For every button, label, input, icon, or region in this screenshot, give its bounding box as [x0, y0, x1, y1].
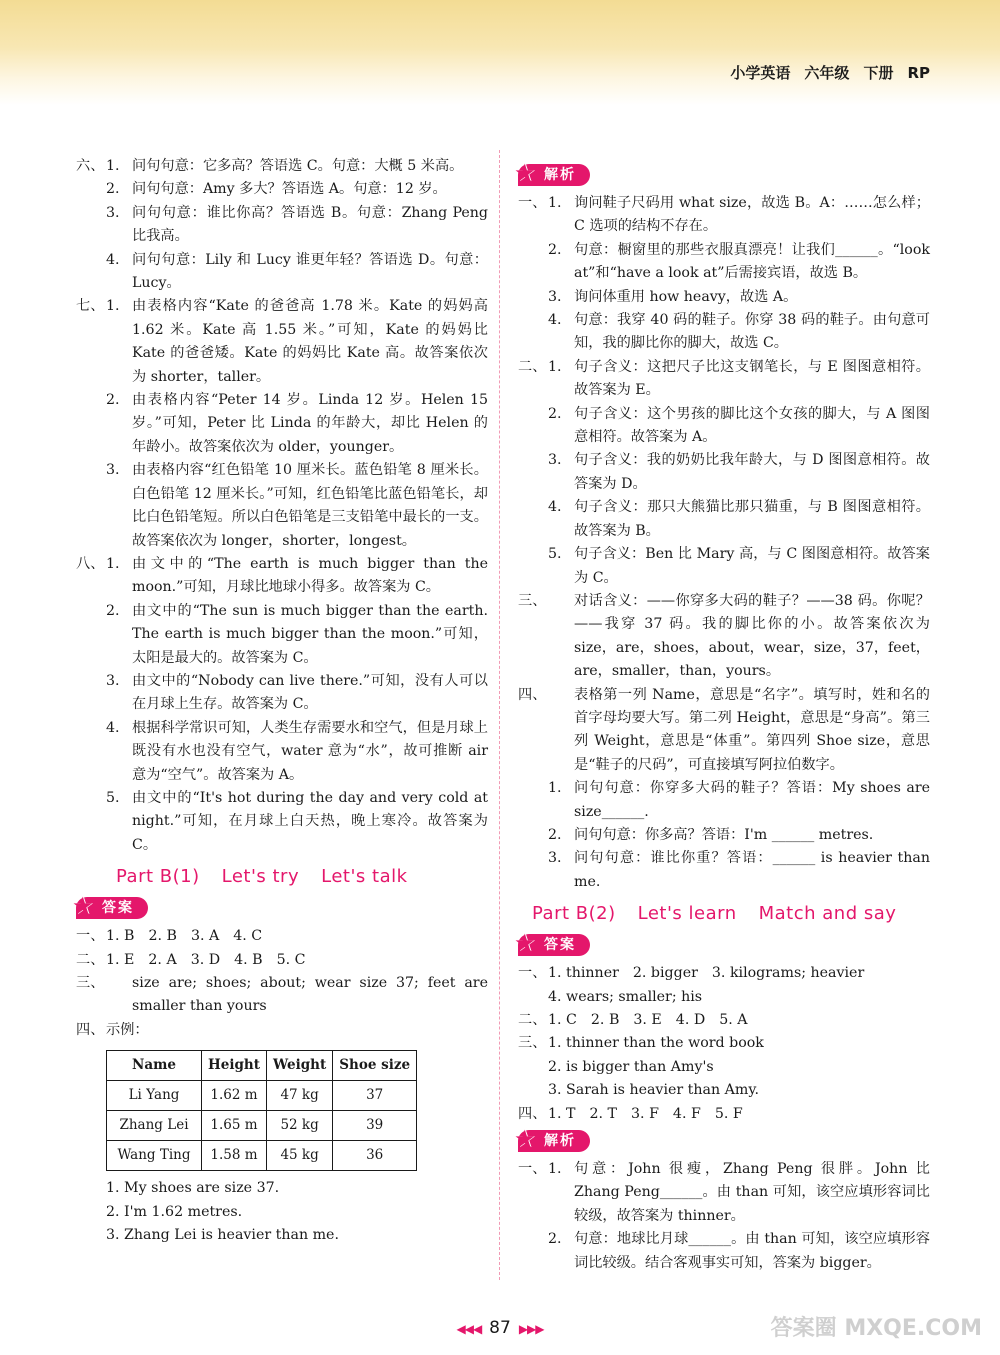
section-number: 四、	[518, 686, 547, 703]
explain-badge-2-label: 解析	[518, 1130, 590, 1152]
next-arrows-icon: ▶▶▶	[518, 1322, 544, 1336]
column-divider	[499, 150, 500, 1280]
b1-q3-sec: 三、	[76, 975, 105, 991]
explain-badge-label: 解析	[518, 164, 590, 186]
b1-sentences	[76, 1177, 488, 1247]
explanation-item	[76, 787, 488, 857]
item-number: 2.	[548, 826, 562, 843]
explanation-text: 由表格内容“红色铅笔 10 厘米长。蓝色铅笔 8 厘米长。白色铅笔 12 厘米长。”可知，红色铅笔比蓝色铅笔长，却比白色铅笔短。所以白色铅笔是三支铅笔中最长的一支。故答案依次为 longer，shorter，longest。	[132, 462, 488, 549]
item-number: 2.	[548, 405, 562, 422]
explanation-text: 问句句意：Amy 多大？答语选 A。句意：12 岁。	[132, 181, 447, 198]
b1-q3-text: size are; shoes; about; wear size 37; feet are smaller than yours	[132, 975, 488, 1015]
explanation-text: 句意：橱窗里的那些衣服真漂亮！让我们______。“look at”和“have a look at”后需接宾语，故选 B。	[574, 241, 930, 282]
item-number: 1.	[106, 158, 120, 174]
section-number: 三、	[518, 592, 547, 609]
explanation-item	[518, 239, 930, 286]
explanation-text: 询问体重用 how heavy，故选 A。	[574, 288, 798, 305]
explanation-text: 句子含义：这个男孩的脚比这个女孩的脚大，与 A 图图意相符。故答案为 A。	[574, 405, 930, 446]
answer-item: 1. C	[548, 1012, 577, 1028]
explanation-text: 问句句意：你多高？答语：I'm ______ metres.	[574, 826, 874, 843]
item-number: 2.	[106, 181, 120, 198]
table-header-cell: Shoe size	[333, 1051, 417, 1081]
part-b2-title	[532, 900, 930, 928]
explain-badge-2	[514, 1125, 590, 1154]
explanation-item	[518, 1228, 930, 1275]
prev-arrows-icon: ◀◀◀	[456, 1322, 482, 1336]
explanation-text: 由文中的“It's hot during the day and very cold at night.”可知，在月球上白天热，晚上寒冷。故答案为 C。	[132, 789, 488, 853]
answer-line	[518, 986, 930, 1009]
left-explanations	[76, 155, 488, 857]
explanation-text: 句子含义：Ben 比 Mary 高，与 C 图图意相符。故答案为 C。	[574, 546, 930, 586]
answer-line	[76, 949, 488, 972]
item-number: 3.	[548, 850, 562, 867]
answer-line	[518, 1103, 930, 1126]
table-cell: Zhang Lei	[107, 1111, 202, 1141]
section-number: 二、	[518, 1012, 547, 1028]
answer-item: 2. T	[589, 1105, 618, 1122]
b1-answer-lines	[76, 925, 488, 972]
answer-item: 4. F	[672, 1105, 701, 1122]
b2-explanations	[518, 1158, 930, 1275]
section-number: 八、	[76, 555, 105, 572]
table-cell: Wang Ting	[107, 1141, 202, 1171]
section-number: 一、	[518, 195, 547, 211]
explanation-item	[76, 178, 488, 201]
star-icon: ★	[514, 929, 536, 958]
section-number: 二、	[518, 358, 547, 375]
section-number: 一、	[518, 965, 547, 982]
table-cell: 1.62 m	[202, 1081, 267, 1111]
explanation-text: 由表格内容“Peter 14 岁。Linda 12 岁。Helen 15 岁。”可知，Peter 比 Linda 的年龄大，却比 Helen 的年龄小。故答案依次为 older，younger。	[132, 392, 488, 455]
b1-q3	[76, 972, 488, 1019]
explanation-text: 句子含义：那只大熊猫比那只猫重，与 B 图图意相符。故答案为 B。	[574, 499, 930, 539]
explanation-item	[76, 295, 488, 389]
item-number: 2.	[548, 241, 562, 258]
answer-item: 1. B	[106, 928, 135, 945]
table-cell: 36	[333, 1141, 417, 1171]
table-row	[107, 1081, 417, 1111]
explanation-text: 根据科学常识可知，人类生存需要水和空气，但是月球上既没有水也没有空气，water 意为“水”，故可推断 air 意为“空气”。故答案为 A。	[132, 719, 488, 783]
explanation-text: 询问鞋子尺码用 what size，故选 B。A：……怎么样；C 选项的结构不存在。	[574, 195, 930, 235]
explanation-text: 问句句意：Lily 和 Lucy 谁更年轻？答语选 D。句意：Lucy。	[132, 251, 488, 292]
b1-q4	[76, 1019, 488, 1042]
header-info	[730, 62, 930, 83]
answer-item: 1. E	[106, 951, 135, 968]
explanation-item	[76, 249, 488, 296]
item-number: 1.	[548, 358, 562, 375]
explanation-text: 由文中的“Nobody can live there.”可知，没有人可以在月球上生存。故答案为 C。	[132, 672, 488, 713]
explanation-item	[518, 824, 930, 847]
answer-item: 3. F	[631, 1105, 659, 1122]
explanation-item	[518, 1158, 930, 1228]
table-cell: 47 kg	[266, 1081, 332, 1111]
explanation-item	[518, 847, 930, 894]
answer-item: 3. D	[190, 951, 221, 968]
explanation-item	[76, 600, 488, 670]
section-number: 四、	[518, 1105, 547, 1122]
table-cell: 1.65 m	[202, 1111, 267, 1141]
table-cell: 39	[333, 1111, 417, 1141]
b1-q4-label: 示例：	[106, 1021, 149, 1038]
answer-line	[518, 1009, 930, 1032]
answer-item: 4. C	[233, 928, 263, 945]
answer-item: 4. B	[234, 951, 263, 968]
explanation-item	[76, 155, 488, 178]
explanation-text: 表格第一列 Name，意思是“名字”。填写时，姓和名的首字母均要大写。第二列 Height，意思是“身高”。第三列 Weight，意思是“体重”。第四列 Shoe size，意思是“鞋子的尺码”，可直接填写阿拉伯数字。	[574, 686, 930, 773]
part-b1-talk: Let's talk	[321, 866, 408, 888]
header-term: 下册	[863, 64, 894, 82]
part-b1-title	[116, 863, 488, 891]
star-icon: ★	[514, 1125, 536, 1154]
answer-badge	[72, 892, 148, 921]
answer-item: 5. C	[276, 951, 306, 968]
star-icon: ★	[72, 892, 94, 921]
answer-badge-2	[514, 929, 590, 958]
table-header-cell: Height	[202, 1051, 267, 1081]
part-b1-label: Part B(1)	[116, 866, 200, 888]
explanation-item	[518, 286, 930, 309]
explanation-item	[518, 403, 930, 450]
explanation-text: 句子含义：我的奶奶比我年龄大，与 D 图图意相符。故答案为 D。	[574, 452, 930, 492]
item-number: 5.	[548, 546, 562, 563]
table-cell: 45 kg	[266, 1141, 332, 1171]
item-number: 3.	[106, 672, 120, 689]
table-header-cell: Name	[107, 1051, 202, 1081]
explanation-text: 句意：地球比月球______。由 than 可知，该空应填形容词比较级。结合客观事实可知，答案为 bigger。	[574, 1231, 930, 1271]
item-number: 3.	[106, 204, 120, 221]
b1-q4-sec: 四、	[76, 1021, 105, 1038]
explanation-text: 问句句意：你穿多大码的鞋子？答语：My shoes are size______.	[574, 780, 930, 820]
answer-item: 4. wears; smaller; his	[548, 988, 703, 1005]
table-header-cell: Weight	[266, 1051, 332, 1081]
header-edition: RP	[907, 64, 930, 82]
item-number: 1.	[106, 555, 120, 572]
b2-answer-lines	[518, 962, 930, 1126]
header-subject: 小学英语	[730, 64, 791, 82]
item-number: 3.	[548, 452, 562, 469]
answer-line	[518, 1079, 930, 1102]
explanation-item	[76, 670, 488, 717]
watermark: 答案圈 MXQE.COM	[770, 1316, 982, 1341]
example-table	[106, 1050, 417, 1171]
table-cell: Li Yang	[107, 1081, 202, 1111]
answer-item: 1. thinner than the word book	[548, 1035, 764, 1052]
item-number: 4.	[106, 719, 120, 736]
item-number: 2.	[106, 392, 120, 409]
answer-item: 5. A	[719, 1012, 748, 1028]
explanation-item	[518, 449, 930, 496]
explanation-text: 问句句意：谁比你重？答语：______ is heavier than me.	[574, 850, 930, 890]
answer-line	[518, 1056, 930, 1079]
item-number: 1.	[548, 195, 562, 211]
item-number: 4.	[548, 312, 562, 329]
explanation-text: 由文中的“The earth is much bigger than the moon.”可知，月球比地球小得多。故答案为 C。	[132, 555, 488, 596]
explanation-item	[76, 389, 488, 459]
answer-item: 5. F	[714, 1105, 743, 1122]
explanation-text: 问句句意：它多高？答语选 C。句意：大概 5 米高。	[132, 158, 464, 174]
explanation-item	[518, 496, 930, 543]
header-band	[0, 0, 1000, 105]
explanation-item	[518, 684, 930, 778]
section-number: 七、	[76, 298, 105, 315]
explanation-item	[76, 717, 488, 787]
table-cell: 37	[333, 1081, 417, 1111]
answer-item: 3. Sarah is heavier than Amy.	[548, 1082, 759, 1099]
answer-badge-label: 答案	[76, 897, 148, 919]
part-b1-try: Let's try	[221, 866, 300, 888]
example-sentence: 2. I'm 1.62 metres.	[106, 1203, 243, 1220]
answer-line	[518, 1032, 930, 1055]
answer-item: 2. B	[148, 928, 177, 945]
section-number: 一、	[76, 928, 105, 945]
star-icon: ★	[514, 159, 536, 187]
item-number: 4.	[548, 499, 562, 516]
explanation-item	[76, 202, 488, 249]
answer-item: 2. A	[148, 951, 177, 968]
answer-item: 3. kilograms; heavier	[711, 965, 865, 982]
explanation-text: 句子含义：这把尺子比这支钢笔长，与 E 图图意相符。故答案为 E。	[574, 358, 930, 399]
answer-badge-2-label: 答案	[518, 934, 590, 956]
table-row	[107, 1141, 417, 1171]
right-explanations	[518, 192, 930, 894]
explanation-text: 句意：我穿 40 码的鞋子。你穿 38 码的鞋子。由句意可知，我的脚比你的脚大，故选 C。	[574, 312, 930, 352]
item-number: 5.	[106, 789, 120, 806]
item-number: 1.	[106, 298, 120, 315]
explanation-item	[518, 356, 930, 403]
right-column	[514, 159, 930, 1275]
example-sentence: 3. Zhang Lei is heavier than me.	[106, 1227, 339, 1244]
item-number: 4.	[106, 251, 120, 268]
explanation-text: 问句句意：谁比你高？答语选 B。句意：Zhang Peng 比我高。	[132, 204, 488, 245]
answer-item: 2. is bigger than Amy's	[548, 1058, 714, 1075]
explanation-text: 由表格内容“Kate 的爸爸高 1.78 米。Kate 的妈妈高 1.62 米。Kate 高 1.55 米。”可知，Kate 的妈妈比 Kate 的爸爸矮。Kate 的妈妈比 Kate 高。故答案依次为 shorter，taller。	[132, 298, 488, 385]
example-sentence: 1. My shoes are size 37.	[106, 1180, 280, 1197]
answer-item: 4. D	[675, 1012, 706, 1028]
item-number: 1.	[548, 1161, 562, 1178]
answer-line	[76, 925, 488, 948]
section-number: 一、	[518, 1161, 547, 1178]
item-number: 1.	[548, 780, 562, 797]
table-cell: 52 kg	[266, 1111, 332, 1141]
section-number: 二、	[76, 951, 105, 968]
table-cell: 1.58 m	[202, 1141, 267, 1171]
section-number: 三、	[518, 1035, 547, 1052]
table-body	[107, 1081, 417, 1171]
explanation-item	[518, 543, 930, 590]
item-number: 3.	[548, 288, 562, 305]
header-grade: 六年级	[804, 64, 850, 82]
table-header-row	[107, 1051, 417, 1081]
item-number: 2.	[106, 602, 120, 619]
answer-item: 1. T	[548, 1105, 576, 1122]
table-row	[107, 1111, 417, 1141]
part-b2-match: Match and say	[758, 903, 897, 925]
answer-item: 3. A	[190, 928, 220, 945]
explain-badge	[514, 159, 590, 187]
answer-item: 2. bigger	[632, 965, 698, 982]
explanation-text: 由文中的“The sun is much bigger than the earth. The earth is much bigger than the moon.”可知，太阳是最大的。故答案为 C。	[132, 602, 488, 666]
answer-item: 2. B	[590, 1012, 620, 1028]
explanation-item	[518, 590, 930, 684]
item-number: 3.	[106, 462, 120, 479]
page-number: 87	[489, 1318, 511, 1338]
explanation-item	[518, 777, 930, 824]
explanation-item	[76, 553, 488, 600]
explanation-text: 对话含义：——你穿多大码的鞋子？——38 码。你呢？——我穿 37 码。我的脚比你的小。故答案依次为 size，are，shoes，about，wear，size，37，feet，are，smaller，than，yours。	[574, 592, 930, 680]
item-number: 2.	[548, 1231, 562, 1248]
explanation-item	[518, 192, 930, 239]
answer-item: 1. thinner	[548, 965, 619, 982]
explanation-item	[76, 459, 488, 553]
explanation-item	[518, 309, 930, 356]
left-column	[72, 155, 488, 1247]
answer-item: 3. E	[633, 1012, 662, 1028]
section-number: 六、	[76, 158, 105, 174]
part-b2-learn: Let's learn	[637, 903, 737, 925]
part-b2-label: Part B(2)	[532, 903, 616, 925]
answer-line	[518, 962, 930, 985]
explanation-text: 句意：John 很瘦，Zhang Peng 很胖。John 比 Zhang Peng______。由 than 可知，该空应填形容词比较级，故答案为 thinner。	[574, 1161, 930, 1224]
